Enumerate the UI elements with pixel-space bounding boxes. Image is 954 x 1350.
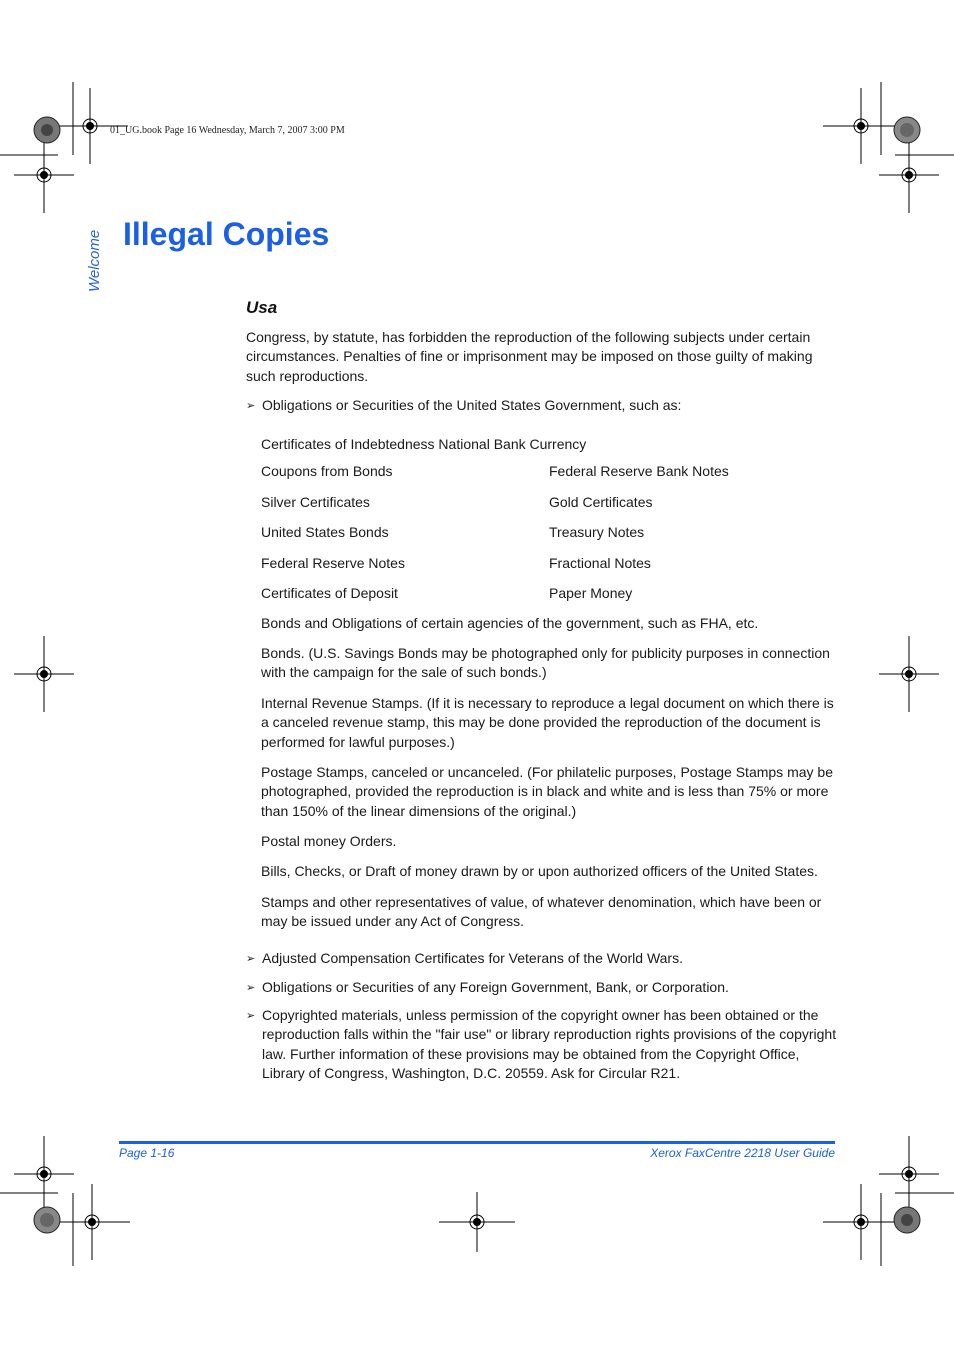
bullet-arrow-icon: ➢	[246, 982, 256, 994]
list-item: Bonds. (U.S. Savings Bonds may be photographed only for publicity purposes in connection with the campaign for the sale of such bonds.)	[261, 645, 830, 681]
page-number: Page 1-16	[119, 1146, 175, 1160]
list-item: Stamps and other representatives of value, of whatever denomination, which have been or may be issued under any Act of Congress.	[261, 894, 822, 930]
bullet-arrow-icon: ➢	[246, 400, 256, 412]
section-heading: Usa	[246, 298, 278, 317]
list-item: Postage Stamps, canceled or uncanceled. (For philatelic purposes, Postage Stamps may be photographed, provided the reproduction is in black and white and is less than 75% or more than 150% of the linear dimensions of the original.)	[261, 764, 833, 819]
grid-cell: Federal Reserve Bank Notes	[549, 463, 729, 479]
print-header: 01_UG.book Page 16 Wednesday, March 7, 2007 3:00 PM	[110, 125, 345, 136]
list-item: Postal money Orders.	[261, 833, 397, 849]
grid-cell: Fractional Notes	[549, 555, 651, 571]
grid-cell: Paper Money	[549, 585, 633, 601]
grid-cell: Treasury Notes	[549, 524, 645, 540]
bullet-item: Obligations or Securities of the United States Government, such as:	[262, 397, 682, 413]
intro-paragraph: Congress, by statute, has forbidden the reproduction of the following subjects under certain circumstances. Penalties of fine or imprisonment may be imposed on those guilty of making such reproductions.	[246, 329, 813, 384]
footer-rule	[119, 1141, 835, 1144]
grid-cell: Coupons from Bonds	[261, 463, 393, 479]
chapter-side-tab: Welcome	[86, 229, 103, 292]
bullet-arrow-icon: ➢	[246, 1010, 256, 1022]
grid-cell: Silver Certificates	[261, 494, 370, 510]
bullet-item: Obligations or Securities of any Foreign Government, Bank, or Corporation.	[262, 979, 729, 995]
bullet-item: Adjusted Compensation Certificates for Veterans of the World Wars.	[262, 950, 683, 966]
list-item: Bonds and Obligations of certain agencies of the government, such as FHA, etc.	[261, 615, 759, 631]
grid-cell: Gold Certificates	[549, 494, 653, 510]
list-item: Bills, Checks, or Draft of money drawn by or upon authorized officers of the United States.	[261, 863, 818, 879]
grid-cell: Certificates of Deposit	[261, 585, 398, 601]
grid-cell: United States Bonds	[261, 524, 389, 540]
list-item: Internal Revenue Stamps. (If it is necessary to reproduce a legal document on which there is a canceled revenue stamp, this may be done provided the reproduction of the document is performed for lawful purposes.)	[261, 695, 834, 750]
guide-title: Xerox FaxCentre 2218 User Guide	[650, 1146, 835, 1160]
grid-cell: Federal Reserve Notes	[261, 555, 405, 571]
bullet-item: Copyrighted materials, unless permission of the copyright owner has been obtained or the reproduction falls within the "fair use" or library reproduction rights provisions of the copyright law. Further information of these provisions may be obtained from the Copyright Office, Library of Congress, Washington, D.C. 20559. Ask for Circular R21.	[262, 1007, 837, 1081]
page-title: Illegal Copies	[123, 216, 330, 252]
bullet-arrow-icon: ➢	[246, 953, 256, 965]
currency-line: Certificates of Indebtedness National Bank Currency	[261, 436, 587, 452]
